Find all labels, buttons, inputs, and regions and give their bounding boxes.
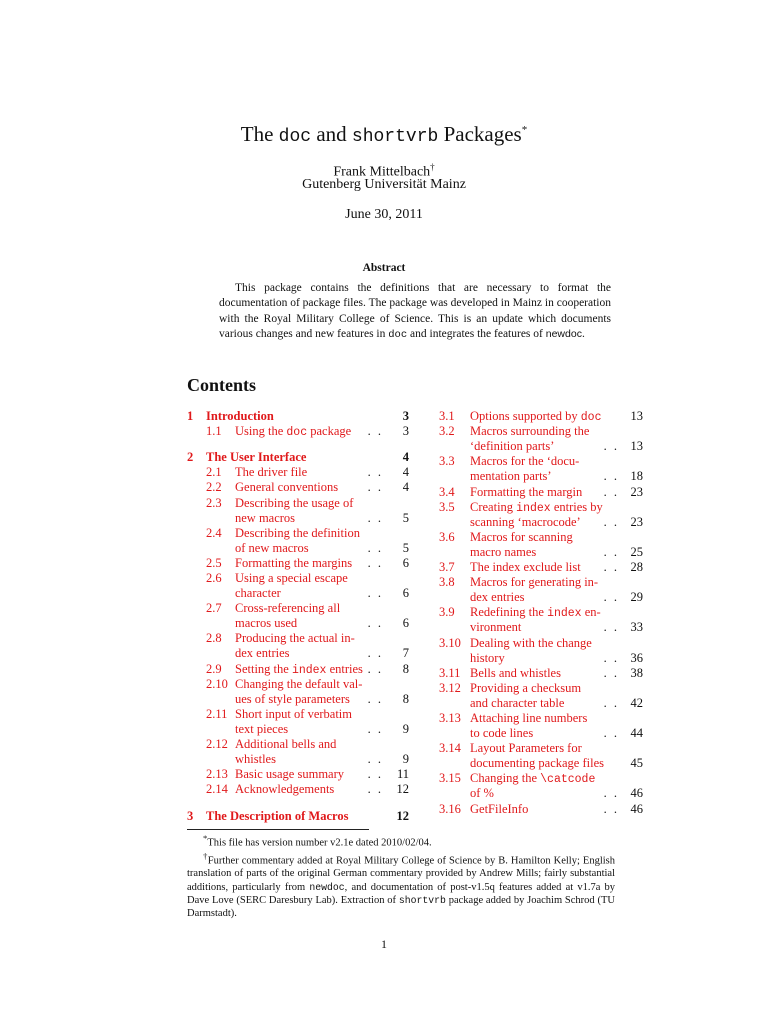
toc-dot-leader: . .	[603, 786, 619, 801]
toc-entry-title[interactable]: of new macros	[235, 540, 309, 555]
toc-dot-leader: . .	[367, 691, 383, 706]
toc-entry-title[interactable]: dex entries	[235, 646, 290, 661]
toc-entry-number[interactable]: 2.5	[206, 555, 222, 570]
footnote-2	[187, 850, 615, 921]
toc-dot-leader: . .	[603, 801, 619, 816]
toc-dot-leader: . .	[367, 752, 383, 767]
toc-dot-leader: . .	[367, 465, 383, 480]
toc-entry-number[interactable]: 3.10	[439, 635, 461, 650]
toc-entry-title[interactable]: Using a special escape	[235, 571, 348, 585]
toc-entry-title[interactable]: The User Interface	[206, 450, 307, 465]
toc-dot-leader: . .	[367, 480, 383, 495]
toc-entry-title[interactable]: new macros	[235, 510, 296, 525]
document-date: June 30, 2011	[345, 207, 423, 222]
toc-dot-leader: . .	[603, 544, 619, 559]
title-text-post: Packages	[438, 122, 522, 146]
abstract-text-3: .	[581, 328, 585, 341]
toc-dot-leader: . .	[367, 555, 383, 570]
title-footnote-mark: *	[521, 124, 528, 136]
toc-entry-title[interactable]: Using the doc package	[235, 424, 352, 440]
toc-entry-title[interactable]: to code lines	[470, 726, 534, 741]
footnote-1-mark: *	[203, 833, 208, 843]
toc-entry-title[interactable]: scanning ‘macrocode’	[470, 514, 581, 529]
toc-entry-page[interactable]: 12	[396, 782, 409, 797]
toc-entry-page[interactable]: 8	[402, 691, 409, 706]
toc-entry-title[interactable]: Formatting the margin	[470, 484, 583, 499]
toc-dot-leader: . .	[603, 695, 619, 710]
toc-entry-page[interactable]: 11	[396, 767, 409, 782]
toc-entry-page[interactable]: 5	[402, 540, 409, 555]
toc-entry-number[interactable]: 3.13	[439, 711, 461, 725]
footnote-2-mark: †	[203, 850, 208, 861]
toc-entry-number[interactable]: 2.7	[206, 601, 222, 616]
toc-entry-number[interactable]: 2.3	[206, 495, 222, 510]
toc-entry-page[interactable]: 45	[630, 756, 643, 771]
toc-entry-number[interactable]: 2.8	[206, 631, 222, 646]
author-affiliation: Gutenberg Universität Mainz	[302, 177, 466, 192]
toc-entry-page[interactable]: 29	[630, 590, 643, 605]
toc-entry-number[interactable]: 3.9	[439, 605, 455, 620]
toc-entry-number[interactable]: 2.13	[206, 767, 228, 782]
toc-entry-number[interactable]: 2.4	[206, 525, 222, 540]
toc-dot-leader: . .	[603, 590, 619, 605]
toc-entry-title[interactable]: General conventions	[235, 480, 339, 495]
toc-entry-title[interactable]: Setting the index entries	[235, 661, 363, 677]
toc-entry-number[interactable]: 3.8	[439, 575, 455, 590]
toc-entry-title[interactable]: Redefining the index en-	[470, 605, 601, 621]
toc-entry-number[interactable]: 3.15	[439, 771, 461, 786]
toc-entry-title[interactable]: The driver file	[235, 465, 308, 480]
toc-entry-title[interactable]: Additional bells and	[235, 737, 337, 752]
toc-entry-page[interactable]: 7	[402, 646, 409, 661]
toc-entry-page[interactable]: 5	[402, 510, 409, 525]
toc-entry-title[interactable]: The Description of Macros	[206, 808, 349, 823]
toc-entry-title[interactable]: Changing the \catcode	[470, 771, 596, 787]
toc-entry-title[interactable]: Layout Parameters for	[470, 741, 582, 756]
toc-entry-title[interactable]: character	[235, 586, 281, 601]
author-footnote-mark: †	[430, 162, 435, 172]
toc-entry-title[interactable]: documenting package files	[470, 756, 604, 771]
toc-dot-leader: . .	[367, 661, 383, 676]
toc-dot-leader: . .	[603, 469, 619, 484]
toc-entry-page[interactable]: 4	[402, 480, 409, 495]
toc-entry-number[interactable]: 2.12	[206, 737, 228, 752]
toc-dot-leader: . .	[367, 721, 383, 736]
toc-entry-title[interactable]: Macros surrounding the	[470, 424, 590, 439]
toc-entry-page[interactable]: 36	[630, 650, 643, 665]
toc-entry-page[interactable]: 44	[630, 726, 643, 741]
toc-entry-title[interactable]: and character table	[470, 695, 565, 710]
toc-entry-title[interactable]: history	[470, 650, 505, 665]
toc-entry-number[interactable]: 3.3	[439, 454, 455, 469]
toc-entry-page[interactable]: 13	[630, 409, 643, 423]
toc-entry-page[interactable]: 6	[402, 555, 409, 570]
toc-entry-title[interactable]: The index exclude list	[470, 560, 581, 574]
footnote-1-text: This file has version number v2.1e dated 2010/02/04.	[207, 837, 432, 849]
toc-entry-number[interactable]: 3.2	[439, 424, 455, 439]
toc-entry-number[interactable]: 2.6	[206, 571, 222, 585]
toc-dot-leader: . .	[603, 484, 619, 499]
abstract-heading: Abstract	[362, 262, 406, 274]
toc-entry-title[interactable]: whistles	[235, 752, 276, 767]
toc-dot-leader: . .	[603, 439, 619, 454]
toc-entry-number[interactable]: 3.14	[439, 741, 461, 756]
toc-entry-title[interactable]: Describing the usage of	[235, 495, 354, 510]
footnote-2-text-b: , and documentation of post-v1.5q features added at v1.7a by Dave Love (SERC Daresbury Lab). Extraction of	[187, 881, 616, 906]
toc-dot-leader: . .	[367, 646, 383, 661]
toc-entry-page[interactable]: 33	[630, 620, 643, 635]
toc-entry-title[interactable]: of %	[470, 786, 494, 801]
toc-entry-page[interactable]: 25	[630, 544, 643, 559]
toc-entry-title[interactable]: macros used	[235, 616, 298, 631]
toc-entry-title[interactable]: ‘definition parts’	[470, 439, 555, 454]
toc-entry-title[interactable]: Options supported by doc	[470, 409, 602, 424]
footnote-2-text-a: Further commentary added at Royal Military College of Science by B. Hamilton Kelly; English translation of parts of the original German commentary provided by Andrew Mills; fairly substantial additions, particularly from	[187, 855, 615, 893]
toc-entry-title[interactable]: text pieces	[235, 721, 289, 736]
toc-entry-title[interactable]: Basic usage summary	[235, 767, 345, 782]
footnote-2-code-shortvrb: shortvrb	[398, 894, 446, 906]
toc-entry-page[interactable]: 9	[402, 721, 409, 736]
toc-entry-page[interactable]: 23	[630, 484, 643, 499]
toc-entry-title[interactable]: dex entries	[470, 590, 525, 605]
toc-entry-title[interactable]: Dealing with the change	[470, 635, 592, 650]
toc-entry-title[interactable]: Short input of verbatim	[235, 706, 352, 721]
toc-entry-title[interactable]: Attaching line numbers	[470, 711, 588, 725]
toc-entry-page[interactable]: 46	[630, 801, 643, 816]
toc-dot-leader: . .	[603, 620, 619, 635]
abstract-code-newdoc: newdoc	[545, 328, 582, 341]
toc-entry-title[interactable]: mentation parts’	[470, 469, 552, 484]
toc-entry-title[interactable]: Bells and whistles	[470, 665, 561, 680]
toc-entry-page[interactable]: 3	[402, 424, 409, 439]
toc-entry-number[interactable]: 3.4	[439, 484, 455, 499]
author-name: Frank Mittelbach	[333, 164, 431, 180]
footnote-2-code-newdoc: newdoc	[309, 881, 345, 893]
toc-entry-number[interactable]: 3.12	[439, 680, 461, 695]
toc-entry-page[interactable]: 6	[402, 616, 409, 631]
toc-entry-number[interactable]: 2.2	[206, 480, 222, 495]
document-title	[0, 116, 768, 151]
toc-entry-title[interactable]: ues of style parameters	[235, 691, 350, 706]
toc-dot-leader: . .	[603, 726, 619, 741]
toc-entry-number[interactable]: 1	[187, 409, 194, 423]
toc-entry-title[interactable]: Describing the definition	[235, 525, 360, 540]
toc-entry-number[interactable]: 2	[187, 450, 194, 465]
toc-entry-title[interactable]: Introduction	[206, 409, 274, 423]
title-package-doc: doc	[278, 127, 312, 147]
toc-dot-leader: . .	[603, 665, 619, 680]
title-text-pre: The	[240, 122, 279, 146]
toc-entry-number[interactable]: 2.11	[206, 706, 228, 721]
toc-entry-page[interactable]: 38	[630, 665, 643, 680]
toc-entry-number[interactable]: 3.1	[439, 409, 455, 423]
toc-entry-page[interactable]: 23	[630, 514, 643, 529]
toc-entry-title[interactable]: Macros for generating in-	[470, 575, 599, 590]
toc-entry-number[interactable]: 3.5	[439, 499, 455, 514]
toc-entry-page[interactable]: 8	[402, 661, 409, 676]
toc-dot-leader: . .	[367, 424, 383, 439]
toc-dot-leader: . .	[603, 514, 619, 529]
toc-entry-title[interactable]: Acknowledgements	[235, 782, 335, 797]
title-text-mid: and	[311, 122, 352, 146]
toc-dot-leader: . .	[603, 560, 619, 574]
toc-entry-title[interactable]: Cross-referencing all	[235, 601, 341, 616]
toc-entry-page[interactable]: 13	[630, 439, 643, 454]
toc-entry-title[interactable]: Formatting the margins	[235, 555, 353, 570]
footnote-rule	[187, 829, 369, 830]
toc-entry-page[interactable]: 9	[402, 752, 409, 767]
toc-entry-page[interactable]: 6	[402, 586, 409, 601]
toc-entry-number[interactable]: 2.10	[206, 676, 228, 691]
toc-entry-title[interactable]: GetFileInfo	[470, 801, 529, 816]
toc-entry-number[interactable]: 3.6	[439, 529, 455, 544]
toc-entry-number[interactable]: 2.1	[206, 465, 222, 480]
toc-entry-number[interactable]: 2.9	[206, 661, 222, 676]
toc-entry-page[interactable]: 18	[630, 469, 643, 484]
toc-entry-number[interactable]: 2.14	[206, 782, 228, 797]
toc-entry-number[interactable]: 3.11	[439, 665, 461, 680]
toc-dot-leader: . .	[367, 616, 383, 631]
toc-entry-page[interactable]: 12	[396, 808, 409, 823]
toc-entry-title[interactable]: Creating index entries by	[470, 499, 603, 515]
toc-dot-leader: . .	[367, 782, 383, 797]
footnotes	[187, 832, 615, 920]
toc-entry-page[interactable]: 42	[630, 695, 643, 710]
toc-entry-title[interactable]: macro names	[470, 544, 537, 559]
contents-heading: Contents	[187, 375, 257, 395]
title-package-shortvrb: shortvrb	[351, 127, 439, 147]
toc-entry-page[interactable]: 46	[630, 786, 643, 801]
toc-entry-page[interactable]: 3	[402, 409, 409, 423]
toc-entry-title[interactable]: Producing the actual in-	[235, 631, 355, 646]
abstract-text-2: and integrates the features of	[407, 328, 546, 341]
toc-entry-page[interactable]: 4	[402, 450, 409, 465]
toc-dot-leader: . .	[603, 650, 619, 665]
abstract-body	[219, 281, 611, 344]
toc-entry-number[interactable]: 1.1	[206, 424, 222, 439]
toc-entry-title[interactable]: Providing a checksum	[470, 680, 582, 695]
toc-dot-leader: . .	[367, 586, 383, 601]
toc-entry-page[interactable]: 4	[402, 465, 409, 480]
toc-dot-leader: . .	[367, 540, 383, 555]
toc-entry-title[interactable]: vironment	[470, 620, 522, 635]
toc-entry-title[interactable]: Macros for scanning	[470, 529, 573, 544]
abstract-code-doc: doc	[388, 329, 408, 342]
page-number: 1	[381, 937, 387, 951]
toc-entry-title[interactable]: Macros for the ‘docu-	[470, 454, 580, 469]
toc-dot-leader: . .	[367, 767, 383, 782]
footnote-1	[187, 832, 615, 850]
toc-entry-number[interactable]: 3.16	[439, 801, 461, 816]
toc-dot-leader: . .	[367, 510, 383, 525]
toc-entry-page[interactable]: 28	[630, 560, 643, 574]
toc-entry-number[interactable]: 3.7	[439, 560, 455, 574]
footnote-2-text-c: package added by Joachim Schrod (TU Darmstadt).	[187, 894, 615, 920]
abstract-text-1: This package contains the definitions that are necessary to format the documentation of package files. The package was developed in Mainz in cooperation with the Royal Military College of Science. This is an update which documents various changes and new features in	[219, 282, 611, 341]
toc-entry-number[interactable]: 3	[187, 808, 194, 823]
toc-entry-title[interactable]: Changing the default val-	[235, 676, 363, 691]
